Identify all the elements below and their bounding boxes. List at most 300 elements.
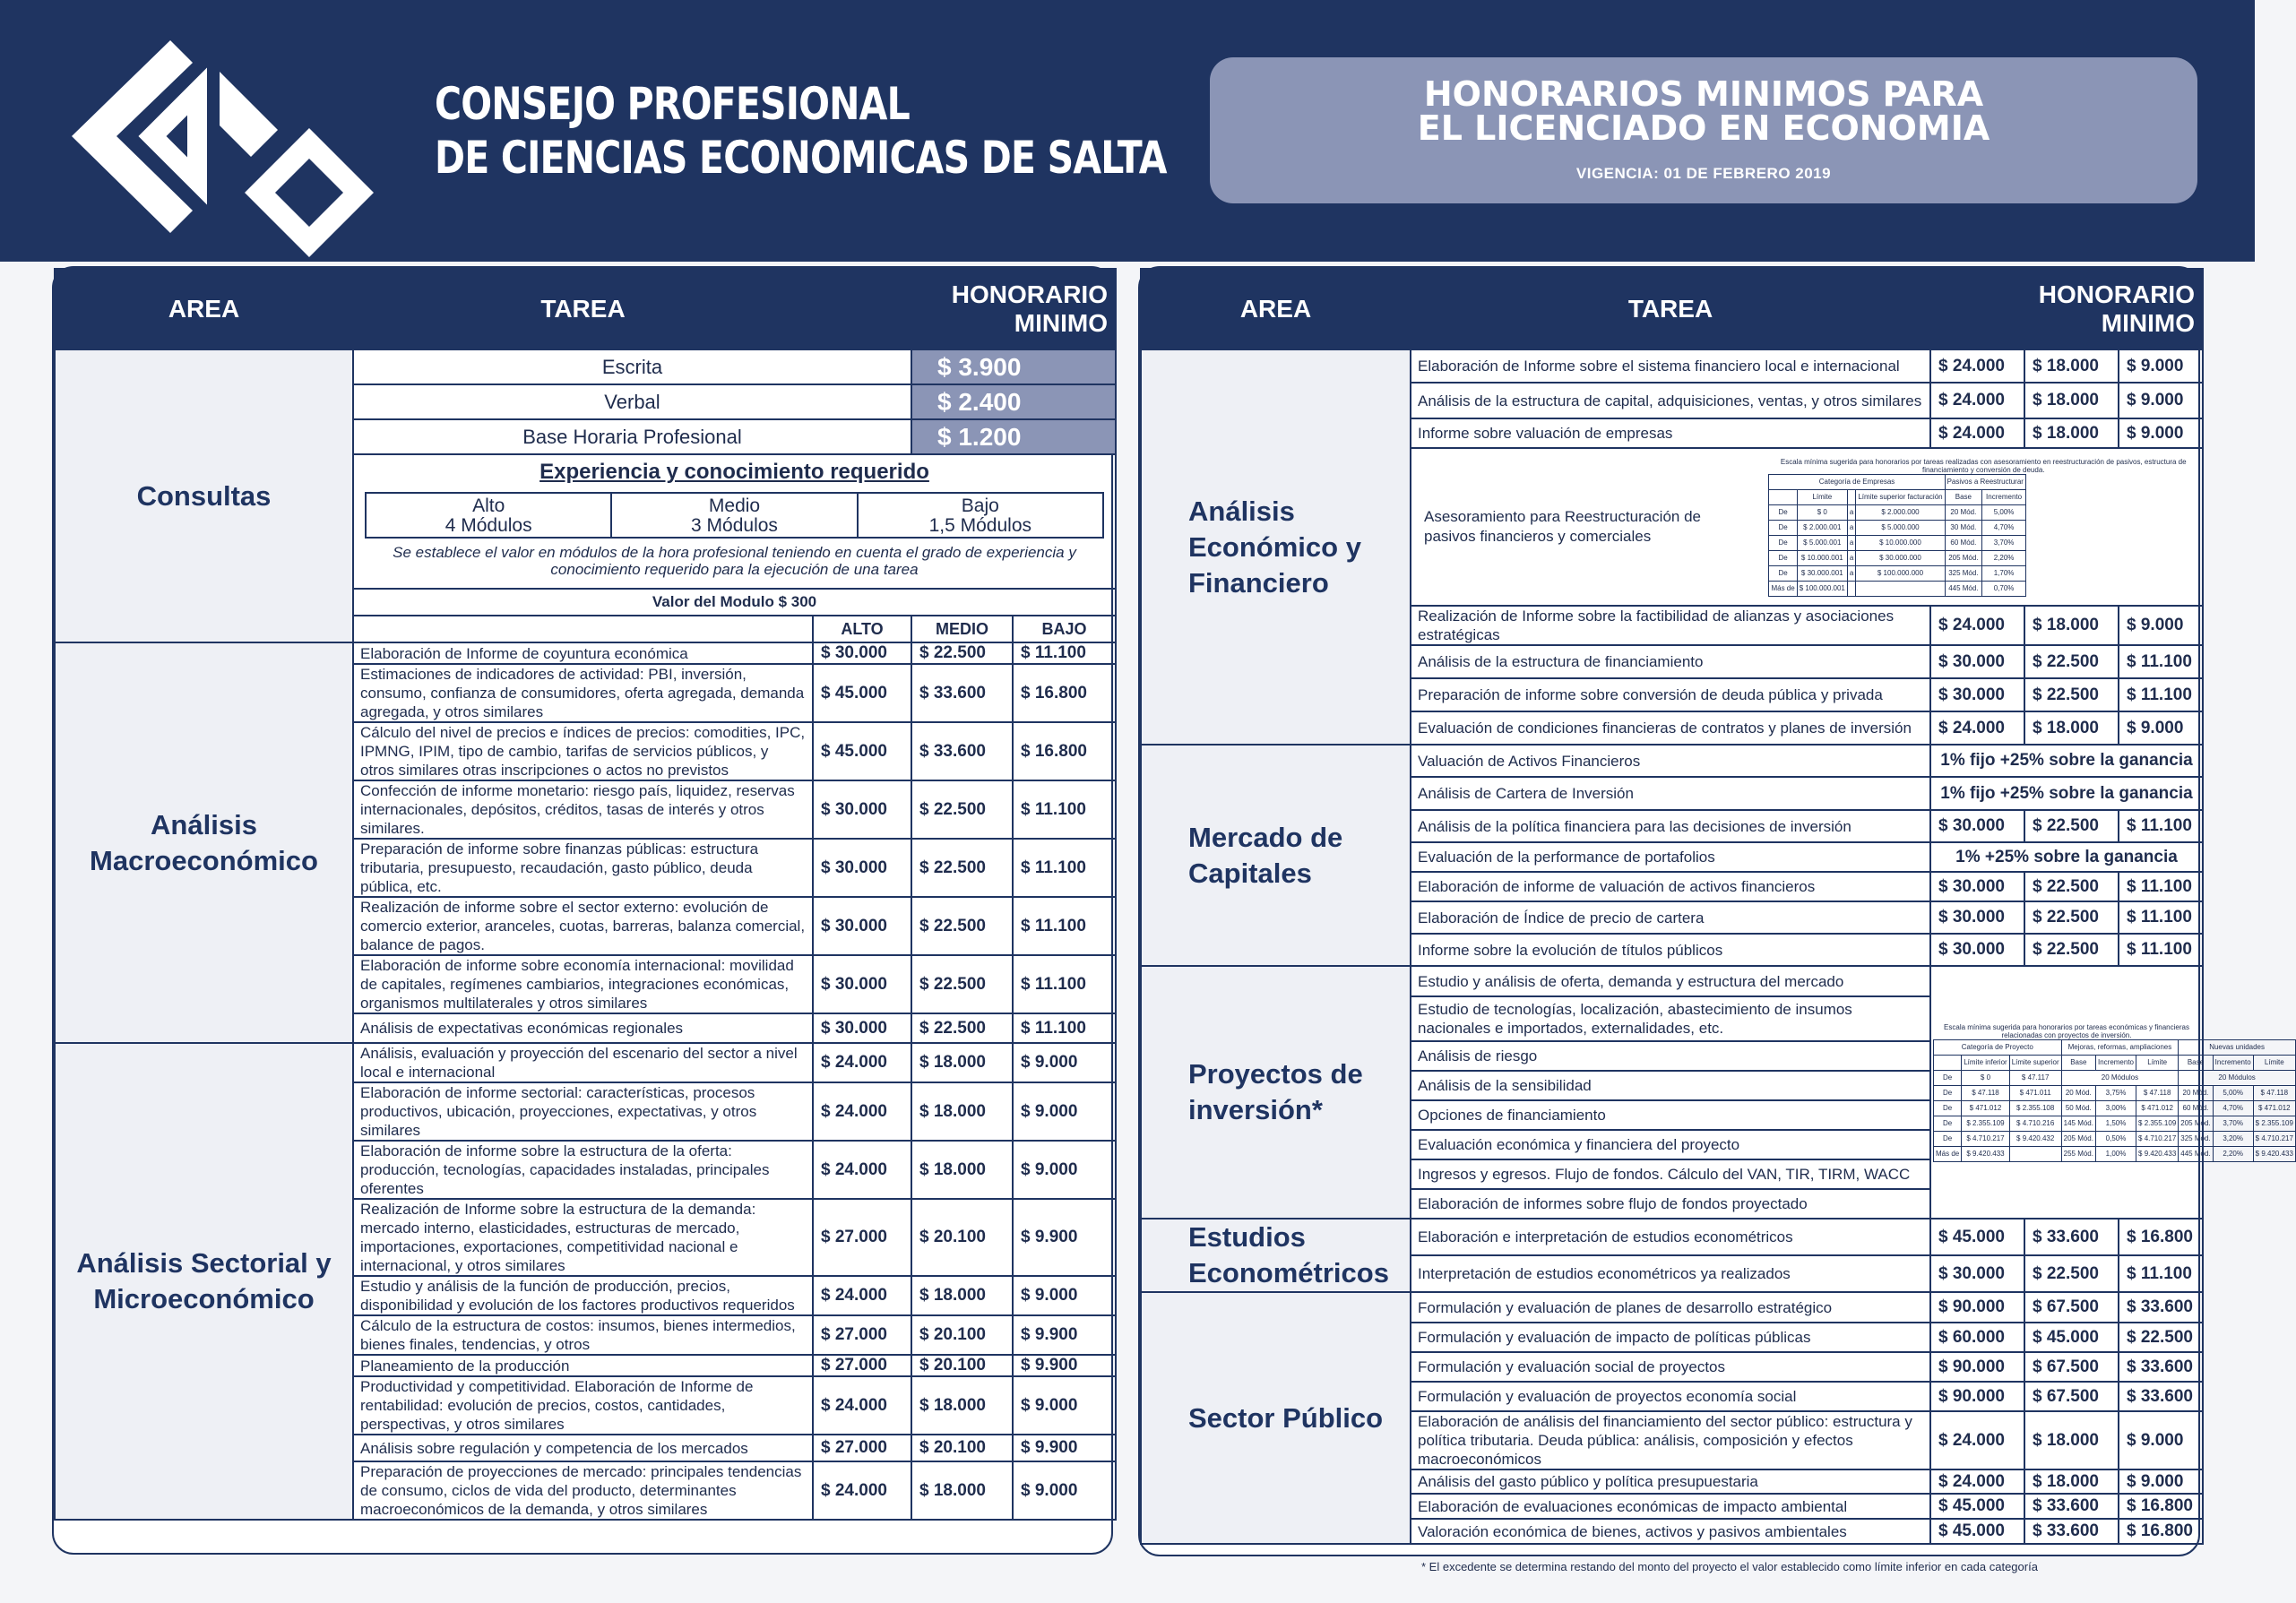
fee-cell: $ 9.000 xyxy=(2119,711,2203,745)
fee-cell: $ 30.000 xyxy=(813,780,911,839)
table-row xyxy=(55,1043,1116,1082)
fee-cell: $ 9.000 xyxy=(1013,1141,1116,1199)
col-honorario: HONORARIO MINIMO xyxy=(1930,269,2203,349)
scale-cell: De xyxy=(1769,550,1797,565)
fee-cell: $ 11.100 xyxy=(2119,901,2203,934)
scale-cell: De xyxy=(1934,1116,1962,1131)
scale-cell: 145 Mód. xyxy=(2061,1116,2095,1131)
project-scale-table xyxy=(1933,1039,2296,1162)
table-row xyxy=(1141,745,2203,777)
fee-cell: $ 24.000 xyxy=(813,1082,911,1141)
scale-cell: 3,00% xyxy=(2095,1100,2136,1116)
fee-cell: $ 45.000 xyxy=(1930,1494,2024,1519)
scale-cell: 445 Mód. xyxy=(2179,1146,2213,1161)
scale-cell: De xyxy=(1934,1070,1962,1085)
fee-cell: $ 18.000 xyxy=(2024,418,2119,448)
right-fees-table xyxy=(1138,266,2293,1556)
scale-cell: 4,70% xyxy=(2213,1100,2253,1116)
task-cell: Análisis de la estructura de capital, adquisiciones, ventas, y otros similares xyxy=(1411,383,1930,418)
task-cell: Elaboración de informe sobre la estructura de la oferta: producción, tecnologías, capacidades instaladas, principales oferentes xyxy=(353,1141,813,1199)
scale-cell xyxy=(2009,1146,2061,1161)
scale-cell: $ 471.012 xyxy=(2136,1100,2179,1116)
task-cell: Formulación y evaluación de impacto de políticas públicas xyxy=(1411,1323,1930,1352)
task-cell: Informe sobre la evolución de títulos públicos xyxy=(1411,934,1930,966)
fee-cell: $ 45.000 xyxy=(813,664,911,722)
scale-header: Límite xyxy=(2136,1055,2179,1070)
level-boxes xyxy=(365,492,1104,539)
fee-cell: $ 33.600 xyxy=(911,722,1013,780)
fee-cell: $ 18.000 xyxy=(2024,711,2119,745)
scale-header: Límite inferior xyxy=(1962,1055,2009,1070)
scale-cell: 4,70% xyxy=(1982,520,2026,535)
fee-cell: $ 9.000 xyxy=(2119,418,2203,448)
scale-cell: $ 47.118 xyxy=(2253,1085,2295,1100)
scale-cell: Más de xyxy=(1769,581,1797,596)
fee-cell: $ 18.000 xyxy=(911,1461,1013,1520)
fee-cell: $ 22.500 xyxy=(911,780,1013,839)
scale-cell: Más de xyxy=(1934,1146,1962,1161)
fee-cell: $ 9.900 xyxy=(1013,1355,1116,1376)
scale-header: Incremento xyxy=(2095,1055,2136,1070)
task-cell: Ingresos y egresos. Flujo de fondos. Cálculo del VAN, TIR, TIRM, WACC xyxy=(1411,1159,1930,1189)
col-honorario: HONORARIO MINIMO xyxy=(813,269,1116,349)
fee-cell: $ 11.100 xyxy=(2119,810,2203,842)
task-cell: Planeamiento de la producción xyxy=(353,1355,813,1376)
area-sectorial: Análisis Sectorial y Microeconómico xyxy=(55,1043,353,1520)
scale-cell: $ 4.710.217 xyxy=(2253,1131,2295,1146)
fee-cell: $ 67.500 xyxy=(2024,1292,2119,1323)
percent-fee-cell: 1% fijo +25% sobre la ganancia xyxy=(1930,745,2203,777)
fee-cell: $ 33.600 xyxy=(911,664,1013,722)
scale-header: Pasivos a Reestructurar xyxy=(1945,474,2025,489)
task-cell: Elaboración de informes sobre flujo de fondos proyectado xyxy=(1411,1189,1930,1219)
table-row xyxy=(1141,1219,2203,1255)
task-cell: Evaluación económica y financiera del proyecto xyxy=(1411,1130,1930,1159)
task-cell: Verbal xyxy=(353,384,911,419)
scale-cell: $ 471.011 xyxy=(2009,1085,2061,1100)
fee-cell: $ 16.800 xyxy=(2119,1494,2203,1519)
left-fees-table xyxy=(52,266,1113,1555)
scale-header: Categoría de Proyecto xyxy=(1934,1039,2062,1055)
fee-cell: $ 11.100 xyxy=(2119,645,2203,678)
scale-cell: 0,70% xyxy=(1982,581,2026,596)
fee-cell: $ 16.800 xyxy=(1013,722,1116,780)
fee-cell: $ 27.000 xyxy=(813,1355,911,1376)
scale-cell: 3,70% xyxy=(1982,535,2026,550)
task-cell: Elaboración de informe sectorial: características, procesos productivos, ubicación, proyecciones, expectativas, y otros similares xyxy=(353,1082,813,1141)
scale-cell: 20 Módulos xyxy=(2061,1070,2179,1085)
fee-cell: $ 11.100 xyxy=(1013,780,1116,839)
proyectos-rows xyxy=(1141,966,2293,1219)
task-cell: Análisis de la estructura de financiamiento xyxy=(1411,645,1930,678)
task-cell: Elaboración de Informe sobre el sistema financiero local e internacional xyxy=(1411,349,1930,383)
percent-fee-cell: 1% fijo +25% sobre la ganancia xyxy=(1930,777,2203,810)
fee-cell: $ 30.000 xyxy=(1930,872,2024,901)
fee-cell: $ 9.900 xyxy=(1013,1315,1116,1355)
task-cell: Análisis de riesgo xyxy=(1411,1041,1930,1071)
scale-cell: a xyxy=(1847,504,1855,520)
fee-cell: $ 9.000 xyxy=(1013,1461,1116,1520)
scale-cell: a xyxy=(1847,550,1855,565)
fee-cell: $ 33.600 xyxy=(2119,1352,2203,1382)
fee-cell: $ 11.100 xyxy=(1013,897,1116,955)
fee-cell: $ 1.200 xyxy=(911,419,1116,454)
fee-cell: $ 30.000 xyxy=(1930,934,2024,966)
scale-cell: 205 Mód. xyxy=(2179,1116,2213,1131)
fee-cell: $ 20.100 xyxy=(911,1315,1013,1355)
scale-cell: $ 4.710.217 xyxy=(1962,1131,2009,1146)
scale-cell xyxy=(1847,581,1855,596)
scale-cell: $ 2.000.001 xyxy=(1797,520,1847,535)
scale-cell: De xyxy=(1769,535,1797,550)
blank-cell xyxy=(353,616,813,642)
fee-cell: $ 18.000 xyxy=(2024,383,2119,418)
fee-cell: $ 22.500 xyxy=(911,897,1013,955)
fee-cell: $ 22.500 xyxy=(2119,1323,2203,1352)
experience-note: Se establece el valor en módulos de la hora profesional teniendo en cuenta el grado de experiencia y conocimiento requerido para la ejecución de una tarea xyxy=(393,544,1076,578)
col-alto: ALTO xyxy=(813,616,911,642)
fee-cell: $ 11.100 xyxy=(1013,642,1116,664)
task-cell: Estudio y análisis de la función de producción, precios, disponibilidad y evolución de los factores productivos requeridos xyxy=(353,1276,813,1315)
area-proyectos: Proyectos de inversión* xyxy=(1141,966,1411,1219)
table-row xyxy=(55,642,1116,664)
fee-cell: $ 9.000 xyxy=(1013,1376,1116,1435)
scale-cell: 205 Mód. xyxy=(2061,1131,2095,1146)
scale-cell: $ 5.000.001 xyxy=(1797,535,1847,550)
scale-cell: 325 Mód. xyxy=(1945,565,1982,581)
scale-cell: $ 2.355.108 xyxy=(2009,1100,2061,1116)
fee-cell: $ 18.000 xyxy=(2024,1469,2119,1494)
fee-cell: $ 11.100 xyxy=(1013,839,1116,897)
area-econometricos: Estudios Econométricos xyxy=(1141,1219,1411,1292)
fee-cell: $ 20.100 xyxy=(911,1435,1013,1461)
fee-cell: $ 9.000 xyxy=(1013,1276,1116,1315)
fee-cell: $ 20.100 xyxy=(911,1199,1013,1276)
scale-cell: a xyxy=(1847,565,1855,581)
task-cell: Elaboración de Informe de coyuntura económica xyxy=(353,642,813,664)
fee-cell: $ 16.800 xyxy=(2119,1219,2203,1255)
scale-cell: 1,70% xyxy=(1982,565,2026,581)
fee-cell: $ 9.900 xyxy=(1013,1435,1116,1461)
scale-cell: $ 10.000.001 xyxy=(1797,550,1847,565)
percent-fee-cell: 1% +25% sobre la ganancia xyxy=(1930,842,2203,872)
scale-cell: 3,20% xyxy=(2213,1131,2253,1146)
scale-header: Mejoras, reformas, ampliaciones xyxy=(2061,1039,2179,1055)
fee-cell: $ 9.000 xyxy=(2119,1411,2203,1469)
task-cell: Preparación de informe sobre finanzas públicas: estructura tributaria, presupuesto, recaudación, gasto público, deuda pública, etc. xyxy=(353,839,813,897)
fee-cell: $ 24.000 xyxy=(813,1043,911,1082)
col-tarea: TAREA xyxy=(1411,269,1930,349)
fee-cell: $ 9.000 xyxy=(2119,349,2203,383)
scale-cell: De xyxy=(1769,520,1797,535)
task-cell: Elaboración de evaluaciones económicas de impacto ambiental xyxy=(1411,1494,1930,1519)
area-consultas: Consultas xyxy=(55,349,353,642)
scale-cell: De xyxy=(1934,1085,1962,1100)
title-line-2: EL LICENCIADO EN ECONOMIA xyxy=(1417,108,1990,148)
fee-cell: $ 22.500 xyxy=(911,955,1013,1013)
scale-header: Incremento xyxy=(2213,1055,2253,1070)
scale-header: Categoría de Empresas xyxy=(1769,474,1945,489)
module-value: Valor del Modulo $ 300 xyxy=(353,589,1116,616)
restructuring-caption: Escala mínima sugerida para honorarios por tareas realizadas con asesoramiento en reestructuración de pasivos, estructura de financiamiento y conversión de deuda. xyxy=(1780,457,2187,474)
task-cell: Elaboración e interpretación de estudios econométricos xyxy=(1411,1219,1930,1255)
task-cell: Estudio de tecnologías, localización, abastecimiento de insumos nacionales e importados, externalidades, etc. xyxy=(1411,996,1930,1041)
task-cell: Cálculo de la estructura de costos: insumos, bienes intermedios, bienes finales, tendencias, y otros xyxy=(353,1315,813,1355)
task-cell: Preparación de informe sobre conversión de deuda pública y privada xyxy=(1411,678,1930,711)
project-scale-cell xyxy=(1930,966,2293,1219)
fee-cell: $ 30.000 xyxy=(1930,645,2024,678)
fee-cell: $ 24.000 xyxy=(813,1376,911,1435)
fee-cell: $ 30.000 xyxy=(1930,678,2024,711)
fee-cell: $ 11.100 xyxy=(2119,872,2203,901)
footnote: * El excedente se determina restando del monto del proyecto el valor establecido como límite inferior en cada categoría xyxy=(1421,1560,2038,1573)
task-cell: Productividad y competitividad. Elaboración de Informe de rentabilidad: evolución de precios, costos, cantidades, perspectivas, y otros similares xyxy=(353,1376,813,1435)
scale-cell: 3,70% xyxy=(2213,1116,2253,1131)
fee-cell: $ 24.000 xyxy=(813,1141,911,1199)
task-cell: Estudio y análisis de oferta, demanda y estructura del mercado xyxy=(1411,966,1930,996)
task-cell: Formulación y evaluación de planes de desarrollo estratégico xyxy=(1411,1292,1930,1323)
scale-header: Incremento xyxy=(1982,489,2026,504)
task-cell: Evaluación de condiciones financieras de contratos y planes de inversión xyxy=(1411,711,1930,745)
scale-cell: $ 100.000.000 xyxy=(1856,565,1945,581)
fee-cell: $ 22.500 xyxy=(2024,1255,2119,1292)
level-bajo: Bajo 1,5 Módulos xyxy=(928,496,1032,536)
scale-cell: 445 Mód. xyxy=(1945,581,1982,596)
task-cell: Análisis de la sensibilidad xyxy=(1411,1071,1930,1100)
fee-cell: $ 9.000 xyxy=(1013,1082,1116,1141)
scale-header: Límite xyxy=(1797,489,1847,504)
fee-cell: $ 9.000 xyxy=(2119,383,2203,418)
fee-cell: $ 30.000 xyxy=(1930,810,2024,842)
col-tarea: TAREA xyxy=(353,269,813,349)
restructuring-label: Asesoramiento para Reestructuración de pasivos financieros y comerciales xyxy=(1424,508,1701,545)
fee-cell: $ 30.000 xyxy=(813,897,911,955)
scale-cell: 255 Mód. xyxy=(2061,1146,2095,1161)
table-row xyxy=(1141,966,2203,996)
fee-cell: $ 22.500 xyxy=(911,839,1013,897)
scale-cell: $ 2.355.109 xyxy=(1962,1116,2009,1131)
scale-cell: 60 Mód. xyxy=(2179,1100,2213,1116)
fee-cell: $ 90.000 xyxy=(1930,1292,2024,1323)
fee-cell: $ 9.900 xyxy=(1013,1199,1116,1276)
fee-cell: $ 24.000 xyxy=(1930,1469,2024,1494)
task-cell: Realización de Informe sobre la factibilidad de alianzas y asociaciones estratégicas xyxy=(1411,606,1930,645)
fee-cell: $ 20.100 xyxy=(911,1355,1013,1376)
task-cell: Elaboración de informe sobre economía internacional: movilidad de capitales, regímenes cambiarios, integraciones económicas, organismos multilaterales y otros similares xyxy=(353,955,813,1013)
restructuring-cell xyxy=(1411,448,2203,606)
fee-cell: $ 33.600 xyxy=(2024,1494,2119,1519)
table-row xyxy=(1141,349,2203,383)
macro-rows xyxy=(55,642,1116,1043)
scale-header: Nuevas unidades xyxy=(2179,1039,2296,1055)
title-badge xyxy=(1210,57,2197,203)
task-cell: Análisis, evaluación y proyección del escenario del sector a nivel local e internacional xyxy=(353,1043,813,1082)
scale-cell: 20 Módulos xyxy=(2179,1070,2296,1085)
fee-cell: $ 18.000 xyxy=(911,1043,1013,1082)
scale-cell: $ 4.710.217 xyxy=(2136,1131,2179,1146)
fee-cell: $ 30.000 xyxy=(1930,901,2024,934)
col-area: AREA xyxy=(55,269,353,349)
fee-cell: $ 9.000 xyxy=(1013,1043,1116,1082)
task-cell: Estimaciones de indicadores de actividad: PBI, inversión, consumo, confianza de consumidores, oferta agregada, demanda agregada, y otros similares xyxy=(353,664,813,722)
fee-cell: $ 33.600 xyxy=(2024,1519,2119,1544)
fee-cell: $ 3.900 xyxy=(911,349,1116,384)
fee-cell: $ 11.100 xyxy=(2119,934,2203,966)
scale-cell: a xyxy=(1847,520,1855,535)
col-bajo: BAJO xyxy=(1013,616,1116,642)
fee-cell: $ 22.500 xyxy=(2024,810,2119,842)
scale-header: Base xyxy=(2061,1055,2095,1070)
task-cell: Cálculo del nivel de precios e índices de precios: comodities, IPC, IPMNG, IPIM, tipo de cambio, tarifas de servicios públicos, y otros similares otras inscripciones o actos no previstos xyxy=(353,722,813,780)
fee-cell: $ 67.500 xyxy=(2024,1352,2119,1382)
fee-cell: $ 22.500 xyxy=(2024,901,2119,934)
fee-cell: $ 30.000 xyxy=(813,955,911,1013)
scale-cell: $ 47.118 xyxy=(2136,1085,2179,1100)
scale-cell: $ 4.710.216 xyxy=(2009,1116,2061,1131)
scale-cell: $ 2.000.000 xyxy=(1856,504,1945,520)
task-cell: Elaboración de Índice de precio de cartera xyxy=(1411,901,1930,934)
fee-cell: $ 24.000 xyxy=(1930,711,2024,745)
fee-cell: $ 22.500 xyxy=(911,642,1013,664)
fee-cell: $ 18.000 xyxy=(911,1082,1013,1141)
fee-cell: $ 45.000 xyxy=(2024,1323,2119,1352)
fee-cell: $ 18.000 xyxy=(911,1141,1013,1199)
fee-cell: $ 45.000 xyxy=(813,722,911,780)
fee-cell: $ 18.000 xyxy=(911,1276,1013,1315)
scale-cell: $ 0 xyxy=(1797,504,1847,520)
col-area: AREA xyxy=(1141,269,1411,349)
scale-cell: 2,20% xyxy=(2213,1146,2253,1161)
table-row xyxy=(55,349,1116,384)
scale-cell: $ 2.355.109 xyxy=(2253,1116,2295,1131)
scale-cell: $ 9.420.433 xyxy=(1962,1146,2009,1161)
scale-header: Límite superior xyxy=(2009,1055,2061,1070)
fee-cell: $ 90.000 xyxy=(1930,1352,2024,1382)
scale-header xyxy=(1934,1055,1962,1070)
task-cell: Informe sobre valuación de empresas xyxy=(1411,418,1930,448)
fee-cell: $ 33.600 xyxy=(2024,1219,2119,1255)
level-medio: Medio 3 Módulos xyxy=(612,494,858,537)
econometricos-rows xyxy=(1141,1219,2203,1292)
title-line-1: HONORARIOS MINIMOS PARA xyxy=(1423,74,1984,114)
fee-cell: $ 11.100 xyxy=(1013,955,1116,1013)
task-cell: Realización de informe sobre el sector externo: evolución de comercio exterior, aranceles, cuotas, barreras, balanza comercial, balance de pagos. xyxy=(353,897,813,955)
sectorial-rows xyxy=(55,1043,1116,1520)
task-cell: Análisis de Cartera de Inversión xyxy=(1411,777,1930,810)
restructuring-scale-table xyxy=(1768,474,2026,597)
scale-cell: $ 0 xyxy=(1962,1070,2009,1085)
task-cell: Formulación y evaluación social de proyectos xyxy=(1411,1352,1930,1382)
fee-cell: $ 24.000 xyxy=(1930,418,2024,448)
scale-cell: De xyxy=(1934,1131,1962,1146)
scale-cell: $ 2.355.109 xyxy=(2136,1116,2179,1131)
task-cell: Interpretación de estudios econométricos ya realizados xyxy=(1411,1255,1930,1292)
fee-cell: $ 22.500 xyxy=(2024,645,2119,678)
fee-cell: $ 11.100 xyxy=(1013,1013,1116,1043)
fee-cell: $ 24.000 xyxy=(1930,349,2024,383)
scale-header: Base xyxy=(2179,1055,2213,1070)
fee-cell: $ 18.000 xyxy=(911,1376,1013,1435)
scale-cell: 3,75% xyxy=(2095,1085,2136,1100)
fee-cell: $ 27.000 xyxy=(813,1435,911,1461)
task-cell: Análisis de expectativas económicas regionales xyxy=(353,1013,813,1043)
scale-cell: $ 471.012 xyxy=(1962,1100,2009,1116)
fee-cell: $ 18.000 xyxy=(2024,606,2119,645)
task-cell: Confección de informe monetario: riesgo país, liquidez, reservas internacionales, depósitos, créditos, tasas de interés y otros similares. xyxy=(353,780,813,839)
task-cell: Valuación de Activos Financieros xyxy=(1411,745,1930,777)
fee-cell: $ 18.000 xyxy=(2024,1411,2119,1469)
level-alto: Alto 4 Módulos xyxy=(367,494,612,537)
scale-cell: $ 47.117 xyxy=(2009,1070,2061,1085)
fee-cell: $ 60.000 xyxy=(1930,1323,2024,1352)
scale-cell: 0,50% xyxy=(2095,1131,2136,1146)
scale-cell: $ 9.420.432 xyxy=(2009,1131,2061,1146)
scale-cell: De xyxy=(1934,1100,1962,1116)
fee-cell: $ 30.000 xyxy=(813,642,911,664)
scale-header: Límite xyxy=(2253,1055,2295,1070)
scale-cell: $ 30.000.001 xyxy=(1797,565,1847,581)
fee-cell: $ 22.500 xyxy=(911,1013,1013,1043)
scale-cell: 30 Mód. xyxy=(1945,520,1982,535)
col-medio: MEDIO xyxy=(911,616,1013,642)
fee-cell: $ 22.500 xyxy=(2024,872,2119,901)
task-cell: Opciones de financiamiento xyxy=(1411,1100,1930,1130)
fee-cell: $ 33.600 xyxy=(2119,1292,2203,1323)
fee-cell: $ 24.000 xyxy=(813,1276,911,1315)
scale-cell: $ 100.000.001 xyxy=(1797,581,1847,596)
scale-cell: $ 47.118 xyxy=(1962,1085,2009,1100)
area-financiero: Análisis Económico y Financiero xyxy=(1141,349,1411,745)
task-cell: Realización de Informe sobre la estructura de la demanda: mercado interno, elasticidades, estructuras de mercado, importaciones, exportaciones, competitividad nacional e internacional, y otros similares xyxy=(353,1199,813,1276)
scale-cell: 50 Mód. xyxy=(2061,1100,2095,1116)
fee-cell: $ 27.000 xyxy=(813,1199,911,1276)
scale-cell: a xyxy=(1847,535,1855,550)
scale-cell: 325 Mód. xyxy=(2179,1131,2213,1146)
table-header-row xyxy=(55,269,1116,349)
fee-cell: $ 9.000 xyxy=(2119,606,2203,645)
fee-cell: $ 18.000 xyxy=(2024,349,2119,383)
fee-cell: $ 30.000 xyxy=(813,1013,911,1043)
fee-cell: $ 24.000 xyxy=(813,1461,911,1520)
scale-cell: $ 5.000.000 xyxy=(1856,520,1945,535)
scale-cell: $ 9.420.433 xyxy=(2253,1146,2295,1161)
org-line-1: CONSEJO PROFESIONAL xyxy=(435,78,910,130)
task-cell: Escrita xyxy=(353,349,911,384)
scale-cell: 1,50% xyxy=(2095,1116,2136,1131)
fee-cell: $ 30.000 xyxy=(1930,1255,2024,1292)
area-capitales: Mercado de Capitales xyxy=(1141,745,1411,966)
task-cell: Valoración económica de bienes, activos y pasivos ambientales xyxy=(1411,1519,1930,1544)
header-banner xyxy=(0,0,2255,262)
area-publico: Sector Público xyxy=(1141,1292,1411,1544)
scale-cell: 20 Mód. xyxy=(2061,1085,2095,1100)
scale-cell: 2,20% xyxy=(1982,550,2026,565)
table-header-row xyxy=(1141,269,2203,349)
scale-cell: $ 10.000.000 xyxy=(1856,535,1945,550)
scale-header: Base xyxy=(1945,489,1982,504)
scale-cell: De xyxy=(1769,565,1797,581)
scale-cell: 60 Mód. xyxy=(1945,535,1982,550)
fee-cell: $ 11.100 xyxy=(2119,678,2203,711)
fee-cell: $ 16.800 xyxy=(2119,1519,2203,1544)
org-line-2: DE CIENCIAS ECONOMICAS DE SALTA xyxy=(435,132,1167,184)
table-row xyxy=(1141,1292,2203,1323)
fee-cell: $ 9.000 xyxy=(2119,1469,2203,1494)
organization-name xyxy=(435,77,1167,185)
publico-rows xyxy=(1141,1292,2203,1544)
task-cell: Formulación y evaluación de proyectos economía social xyxy=(1411,1382,1930,1411)
fee-cell: $ 24.000 xyxy=(1930,383,2024,418)
